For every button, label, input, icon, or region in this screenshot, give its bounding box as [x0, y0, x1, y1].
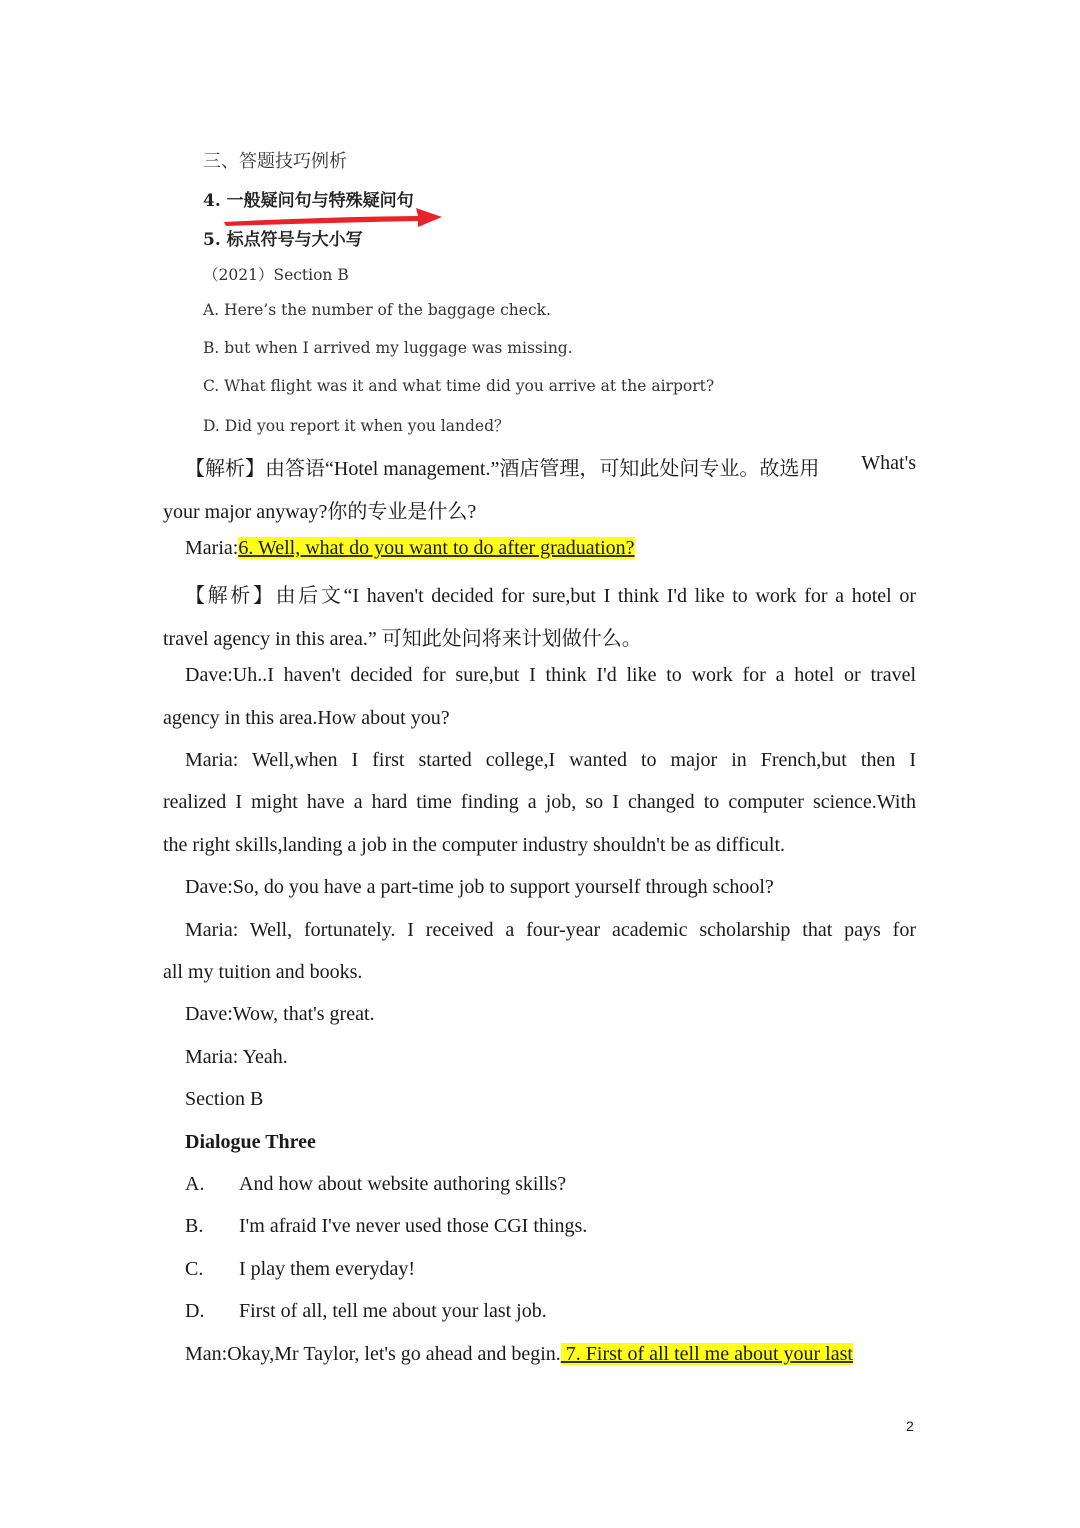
year-section: （2021）Section B: [203, 266, 349, 284]
analysis2-line2: travel agency in this area.” 可知此处问将来计划做什么。: [163, 628, 642, 650]
option-d-bottom: [0, 1300, 1080, 1326]
option-text: And how about website authoring skills?: [239, 1173, 567, 1195]
option-text: I play them everyday!: [239, 1258, 416, 1280]
man-text: Man:Okay,Mr Taylor, let's go ahead and begin.: [185, 1343, 561, 1365]
option-b-top: B. but when I arrived my luggage was missing.: [203, 339, 573, 357]
option-c-bottom: [0, 1258, 1080, 1284]
option-text: First of all, tell me about your last job.: [239, 1300, 547, 1322]
option-d-top: D. Did you report it when you landed？: [203, 417, 510, 435]
dave-1-line2: agency in this area.How about you?: [163, 707, 450, 729]
maria-speaker: Maria:: [185, 537, 239, 559]
dave-3-line1: Dave:So, do you have a part-time job to support yourself through school?: [185, 876, 774, 898]
section-b-label: Section B: [185, 1088, 264, 1110]
item-4: 4. 一般疑问句与特殊疑问句: [203, 191, 414, 211]
option-text: I'm afraid I've never used those CGI things.: [239, 1215, 588, 1237]
analysis1-line1: [185, 452, 916, 481]
analysis1-line2: your major anyway?你的专业是什么?: [163, 501, 477, 523]
option-letter: C.: [185, 1258, 204, 1280]
answer-6-highlight: 6. Well, what do you want to do after graduation?: [238, 537, 635, 559]
analysis2-line1: 【解析】由后文“I haven't decided for sure,but I think I'd like to work for a hotel or: [185, 585, 916, 607]
option-a-bottom: [0, 1173, 1080, 1199]
maria-4-line2: all my tuition and books.: [163, 961, 363, 983]
option-letter: A.: [185, 1173, 205, 1195]
maria-6-line1: Maria: Yeah.: [185, 1046, 288, 1068]
option-a-top: A. Here’s the number of the baggage check.: [203, 301, 551, 319]
maria-question: [185, 537, 635, 560]
dave-1-line1: Dave:Uh..I haven't decided for sure,but I think I'd like to work for a hotel or travel: [185, 664, 916, 686]
man-line: [185, 1343, 853, 1366]
option-letter: D.: [185, 1300, 205, 1322]
answer-7-highlight: 7. First of all tell me about your last: [560, 1343, 853, 1365]
maria-2-line1: Maria: Well,when I first started college,I wanted to major in French,but then I: [185, 749, 916, 771]
dialogue-three-title: Dialogue Three: [185, 1131, 316, 1153]
page-number: 2: [906, 1418, 914, 1434]
dave-5-line1: Dave:Wow, that's great.: [185, 1003, 375, 1025]
analysis1-right: What's: [861, 452, 916, 474]
option-c-top: C. What flight was it and what time did you arrive at the airport?: [203, 377, 715, 395]
maria-2-line3: the right skills,landing a job in the computer industry shouldn't be as difficult.: [163, 834, 786, 856]
item-5: 5. 标点符号与大小写: [203, 230, 363, 250]
option-letter: B.: [185, 1215, 204, 1237]
maria-4-line1: Maria: Well, fortunately. I received a four-year academic scholarship that pays for: [185, 919, 916, 941]
maria-2-line2: realized I might have a hard time finding a job, so I changed to computer science.With: [163, 791, 916, 813]
option-b-bottom: [0, 1215, 1080, 1241]
section-heading: 三、答题技巧例析: [203, 151, 347, 172]
analysis1-left: 【解析】由答语“Hotel management.”酒店管理，可知此处问专业。故选用: [185, 458, 820, 480]
